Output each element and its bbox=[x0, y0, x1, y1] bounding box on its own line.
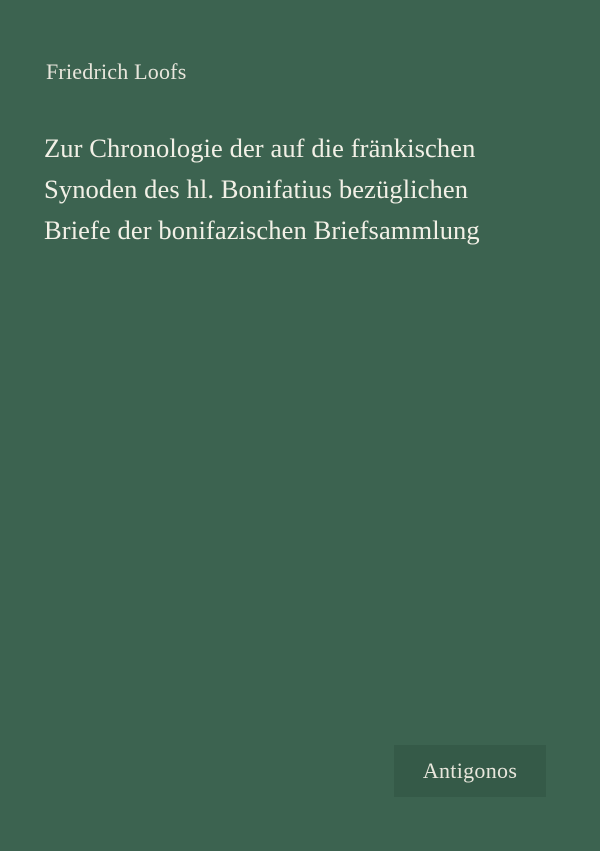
publisher-badge bbox=[394, 745, 546, 797]
publisher-name: Antigonos bbox=[422, 758, 518, 783]
book-title: Zur Chronologie der auf die fränkischen Synoden des hl. Bonifatius bezüglichen Briefe der bonifazischen Briefsammlung bbox=[44, 133, 480, 245]
author-name: Friedrich Loofs bbox=[46, 59, 187, 84]
